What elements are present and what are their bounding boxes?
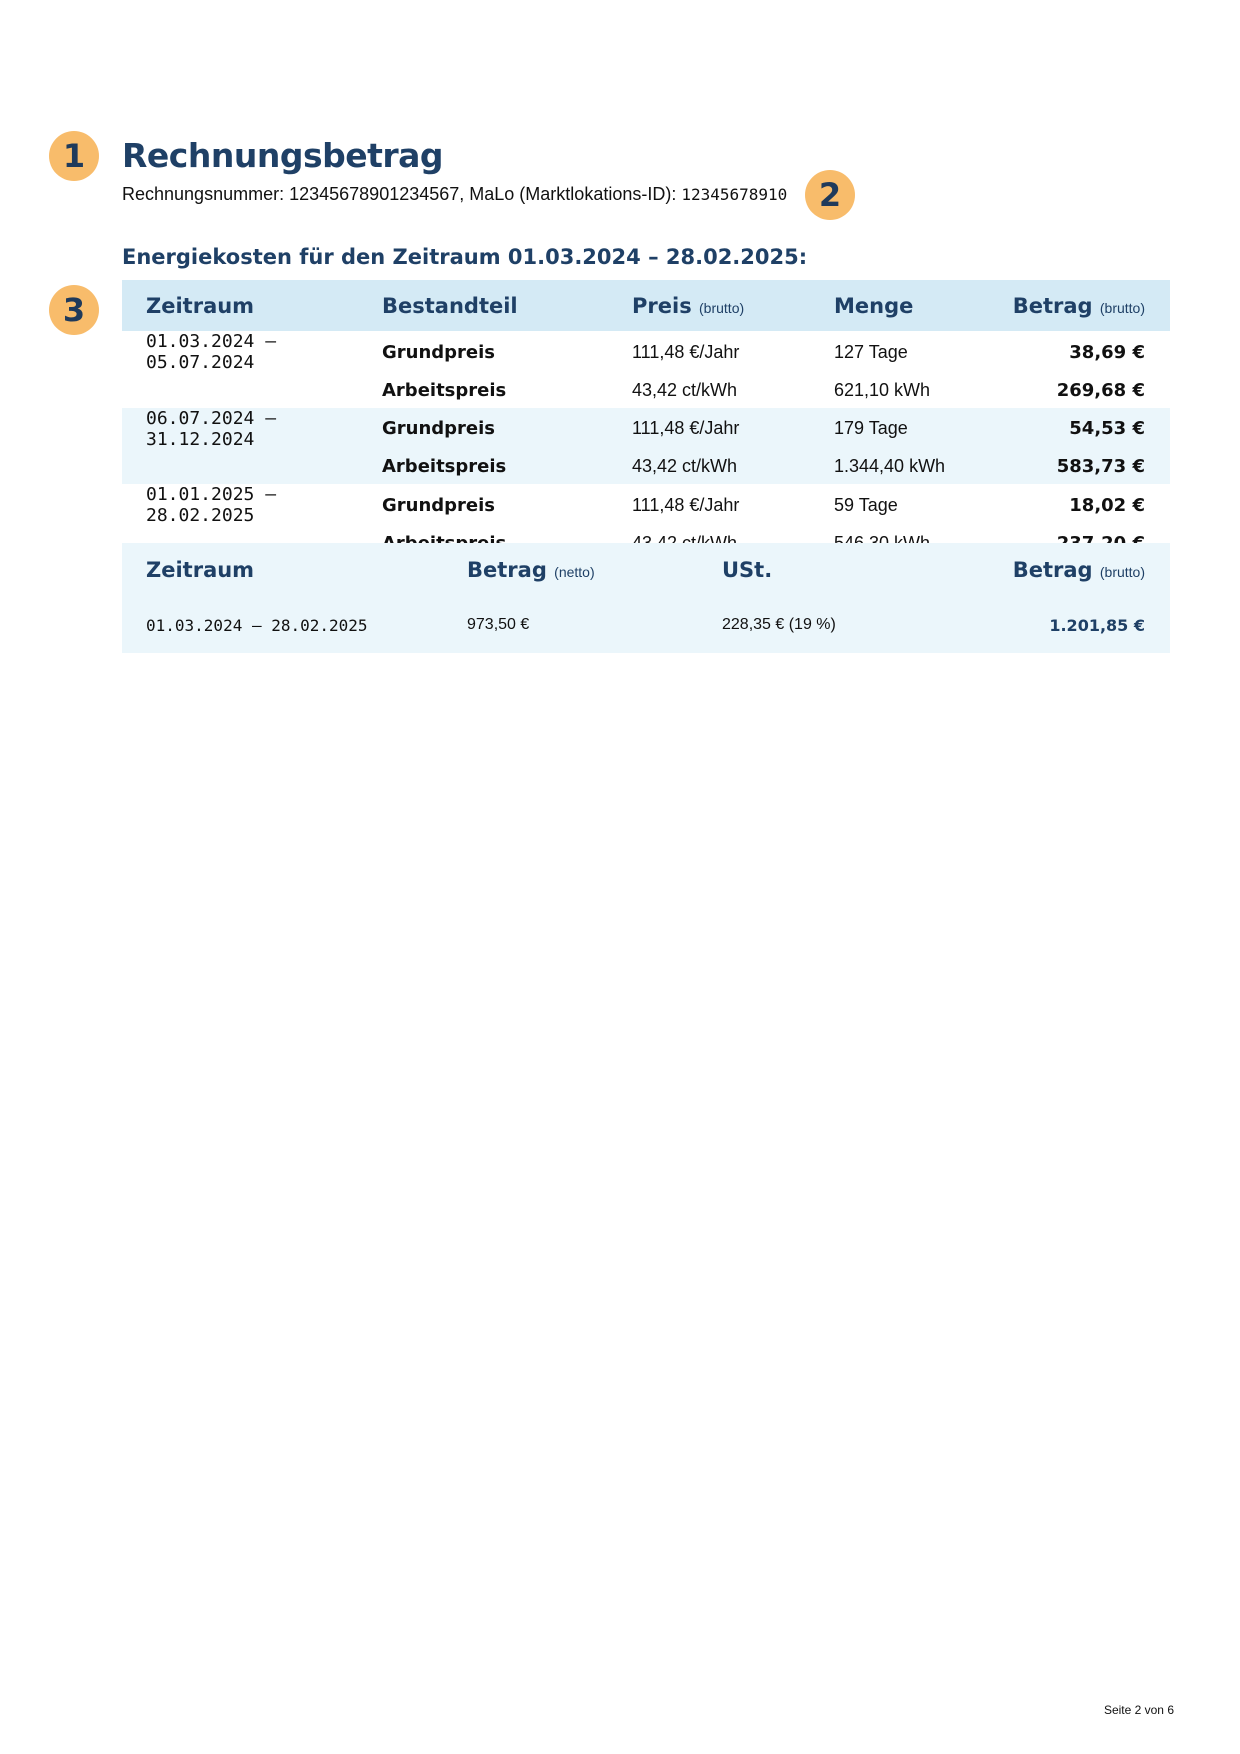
table-row [122, 373, 1170, 408]
invoice-number-label: Rechnungsnummer: [122, 184, 290, 204]
table-row [122, 450, 1170, 485]
totals-brutto: 1.201,85 € [1049, 615, 1145, 635]
section-title [122, 245, 807, 269]
totals-header-row [122, 543, 1170, 597]
price-cell: 43,42 ct/kWh [632, 456, 738, 477]
totals-col-netto [467, 543, 722, 597]
period-group-1 [122, 331, 1170, 408]
price-cell: 111,48 €/Jahr [632, 341, 740, 362]
component-cell: Grundpreis [382, 341, 496, 363]
quantity-cell: 179 Tage [834, 418, 908, 438]
period-cell-empty [122, 450, 382, 485]
totals-netto: 973,50 € [467, 616, 530, 633]
page-title: Rechnungsbetrag [122, 136, 444, 175]
section-title-suffix: : [798, 245, 808, 269]
totals-col-brutto [972, 543, 1170, 597]
malo-label: , MaLo (Marktlokations-ID): [459, 184, 682, 204]
component-cell: Arbeitspreis [382, 379, 507, 401]
totals-ust: 228,35 € (19 %) [722, 616, 836, 633]
col-betrag [994, 280, 1170, 331]
col-zeitraum: Zeitraum [146, 293, 255, 318]
totals-col-netto-note: (netto) [554, 564, 595, 580]
period-cell-empty [122, 373, 382, 408]
amount-cell: 18,02 € [1069, 494, 1145, 516]
energy-costs-table [122, 280, 1170, 561]
amount-cell: 54,53 € [1069, 418, 1145, 439]
amount-cell: 583,73 € [1056, 456, 1145, 478]
invoice-number: 12345678901234567 [289, 184, 460, 204]
totals-col-netto-label: Betrag [467, 558, 547, 582]
col-betrag-label: Betrag [1012, 293, 1093, 318]
component-cell: Arbeitspreis [382, 456, 507, 478]
totals-table [122, 543, 1170, 653]
totals-col-brutto-label: Betrag [1012, 558, 1093, 582]
col-preis [632, 280, 834, 331]
amount-cell: 38,69 € [1069, 341, 1145, 363]
section-period: 01.03.2024 – 28.02.2025 [507, 245, 799, 269]
quantity-cell: 127 Tage [834, 341, 908, 362]
quantity-cell: 621,10 kWh [834, 379, 931, 400]
totals-row [122, 597, 1170, 653]
totals-col-brutto-note: (brutto) [1099, 564, 1145, 580]
quantity-cell: 1.344,40 kWh [834, 456, 946, 477]
col-betrag-note: (brutto) [1099, 299, 1145, 316]
col-bestandteil: Bestandteil [382, 293, 518, 318]
totals-col-ust: USt. [722, 558, 773, 582]
totals-col-zeitraum: Zeitraum [146, 558, 255, 582]
amount-cell: 269,68 € [1056, 379, 1145, 401]
price-cell: 111,48 €/Jahr [632, 494, 740, 515]
section-title-prefix: Energiekosten für den Zeitraum [122, 245, 508, 269]
malo-id: 12345678910 [681, 185, 788, 204]
price-cell: 43,42 ct/kWh [632, 379, 738, 400]
col-preis-note: (brutto) [699, 299, 745, 316]
table-header-row [122, 280, 1170, 331]
period-cell: 06.07.2024 – 31.12.2024 [146, 407, 277, 450]
step-badge-1: 1 [49, 131, 99, 181]
table-row [122, 408, 1170, 450]
col-preis-label: Preis [632, 293, 692, 318]
invoice-meta [122, 184, 787, 205]
table-row [122, 331, 1170, 373]
quantity-cell: 59 Tage [834, 494, 898, 515]
table-row [122, 484, 1170, 526]
totals-period: 01.03.2024 – 28.02.2025 [146, 615, 368, 635]
component-cell: Grundpreis [382, 418, 496, 439]
period-cell: 01.03.2024 – 05.07.2024 [146, 331, 277, 373]
price-cell: 111,48 €/Jahr [632, 418, 740, 438]
period-group-2 [122, 408, 1170, 485]
step-badge-3: 3 [49, 285, 99, 335]
page-number: Seite 2 von 6 [1103, 1703, 1174, 1717]
step-badge-2: 2 [805, 170, 855, 220]
period-cell: 01.01.2025 – 28.02.2025 [146, 484, 277, 526]
component-cell: Grundpreis [382, 494, 496, 516]
col-menge: Menge [834, 293, 914, 318]
